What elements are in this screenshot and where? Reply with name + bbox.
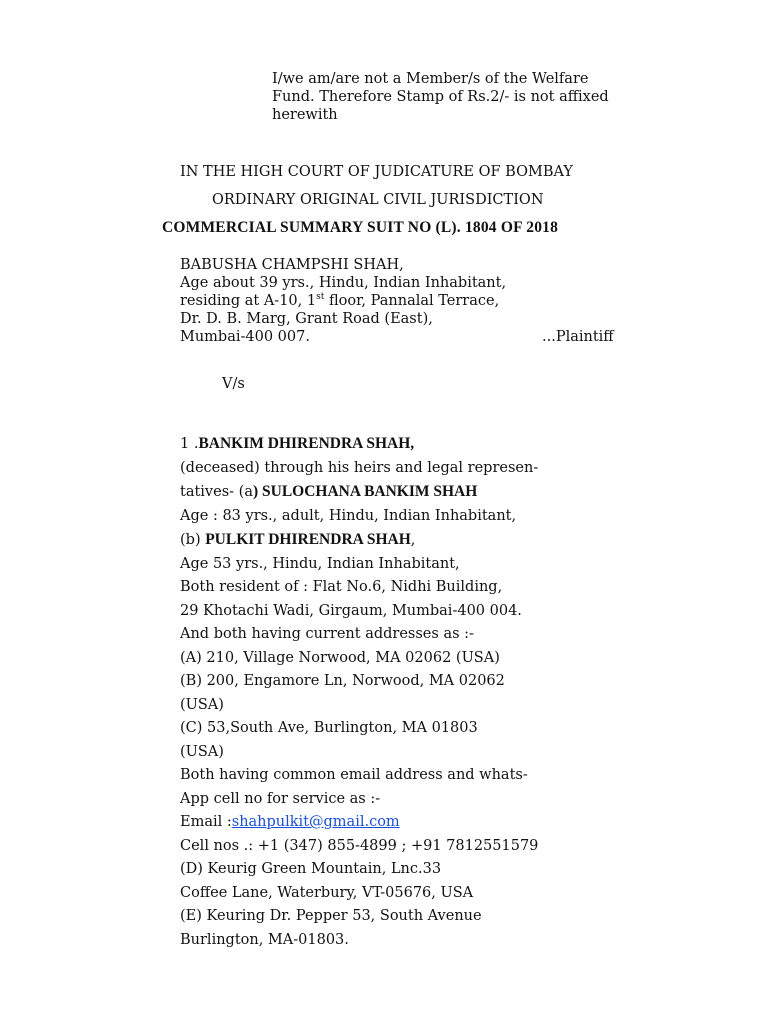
defendant-line: And both having current addresses as :- <box>180 626 474 642</box>
defendant-line: (USA) <box>180 696 224 713</box>
defendant-line: (D) Keurig Green Mountain, Lnc.33 <box>180 861 442 877</box>
defendant-line: Both resident of : Flat No.6, Nidhi Building, <box>180 579 503 595</box>
text-part: (b) <box>180 532 206 548</box>
plaintiff-age: Age about 39 yrs., Hindu, Indian Inhabitant, <box>180 275 507 291</box>
plaintiff-address-line: Dr. D. B. Marg, Grant Road (East), <box>180 311 433 327</box>
court-name: IN THE HIGH COURT OF JUDICATURE OF BOMBAY <box>180 164 573 180</box>
defendant-line: (B) 200, Engamore Ln, Norwood, MA 02062 <box>180 673 505 689</box>
defendant-line: App cell no for service as :- <box>180 790 381 807</box>
heir-name: PULKIT DHIRENDRA SHAH <box>205 531 411 548</box>
defendant-line: Age 53 yrs., Hindu, Indian Inhabitant, <box>180 555 460 572</box>
stamp-note-line: I/we am/are not a Member/s of the Welfare <box>272 71 589 87</box>
plaintiff-block <box>180 256 614 346</box>
stamp-note-line: herewith <box>272 107 338 123</box>
plaintiff-city: Mumbai-400 007. <box>180 329 310 345</box>
defendant-line: (E) Keuring Dr. Pepper 53, South Avenue <box>180 908 482 924</box>
defendant-line: (C) 53,South Ave, Burlington, MA 01803 <box>180 720 478 736</box>
defendant-line: (deceased) through his heirs and legal represen- <box>180 459 539 476</box>
court-jurisdiction: ORDINARY ORIGINAL CIVIL JURISDICTION <box>212 192 544 208</box>
stamp-note-line: Fund. Therefore Stamp of Rs.2/- is not affixed <box>272 89 609 105</box>
plaintiff-role: ...Plaintiff <box>542 329 614 345</box>
defendant-number: 1 . <box>180 436 199 452</box>
defendant-email-line <box>180 811 538 835</box>
email-link[interactable]: shahpulkit@gmail.com <box>231 814 400 830</box>
heir-name: ) SULOCHANA BANKIM SHAH <box>252 483 478 500</box>
suit-title: COMMERCIAL SUMMARY SUIT NO (L). 1804 OF 2018 <box>162 219 559 236</box>
defendant-line: Coffee Lane, Waterbury, VT-05676, USA <box>180 884 474 901</box>
address-part: floor, Pannalal Terrace, <box>324 293 500 309</box>
ordinal-suffix: st <box>316 292 325 303</box>
defendant-name: BANKIM DHIRENDRA SHAH, <box>198 435 415 452</box>
defendant-line: (USA) <box>180 743 224 760</box>
defendant-line <box>180 528 538 553</box>
defendant-line: Both having common email address and whats- <box>180 767 528 783</box>
plaintiff-name: BABUSHA CHAMPSHI SHAH, <box>180 257 404 273</box>
plaintiff-address-line <box>180 292 506 310</box>
defendant-line <box>180 480 538 505</box>
defendant-line: (A) 210, Village Norwood, MA 02062 (USA) <box>180 649 500 666</box>
defendant-line: 29 Khotachi Wadi, Girgaum, Mumbai-400 004. <box>180 602 522 619</box>
stamp-note <box>272 70 609 124</box>
address-part: residing at A-10, 1 <box>180 293 317 309</box>
defendant-line: Cell nos .: +1 (347) 855-4899 ; +91 7812551579 <box>180 837 539 854</box>
email-label: Email : <box>180 814 232 830</box>
defendant-line: Burlington, MA-01803. <box>180 931 349 948</box>
versus: V/s <box>222 376 245 392</box>
defendant-heading <box>180 432 538 457</box>
defendant-line: Age : 83 yrs., adult, Hindu, Indian Inhabitant, <box>180 507 517 524</box>
text-part: , <box>410 532 416 548</box>
text-part: tatives- (a <box>180 484 253 500</box>
plaintiff-address-line <box>180 328 614 346</box>
defendant-block <box>180 432 538 952</box>
